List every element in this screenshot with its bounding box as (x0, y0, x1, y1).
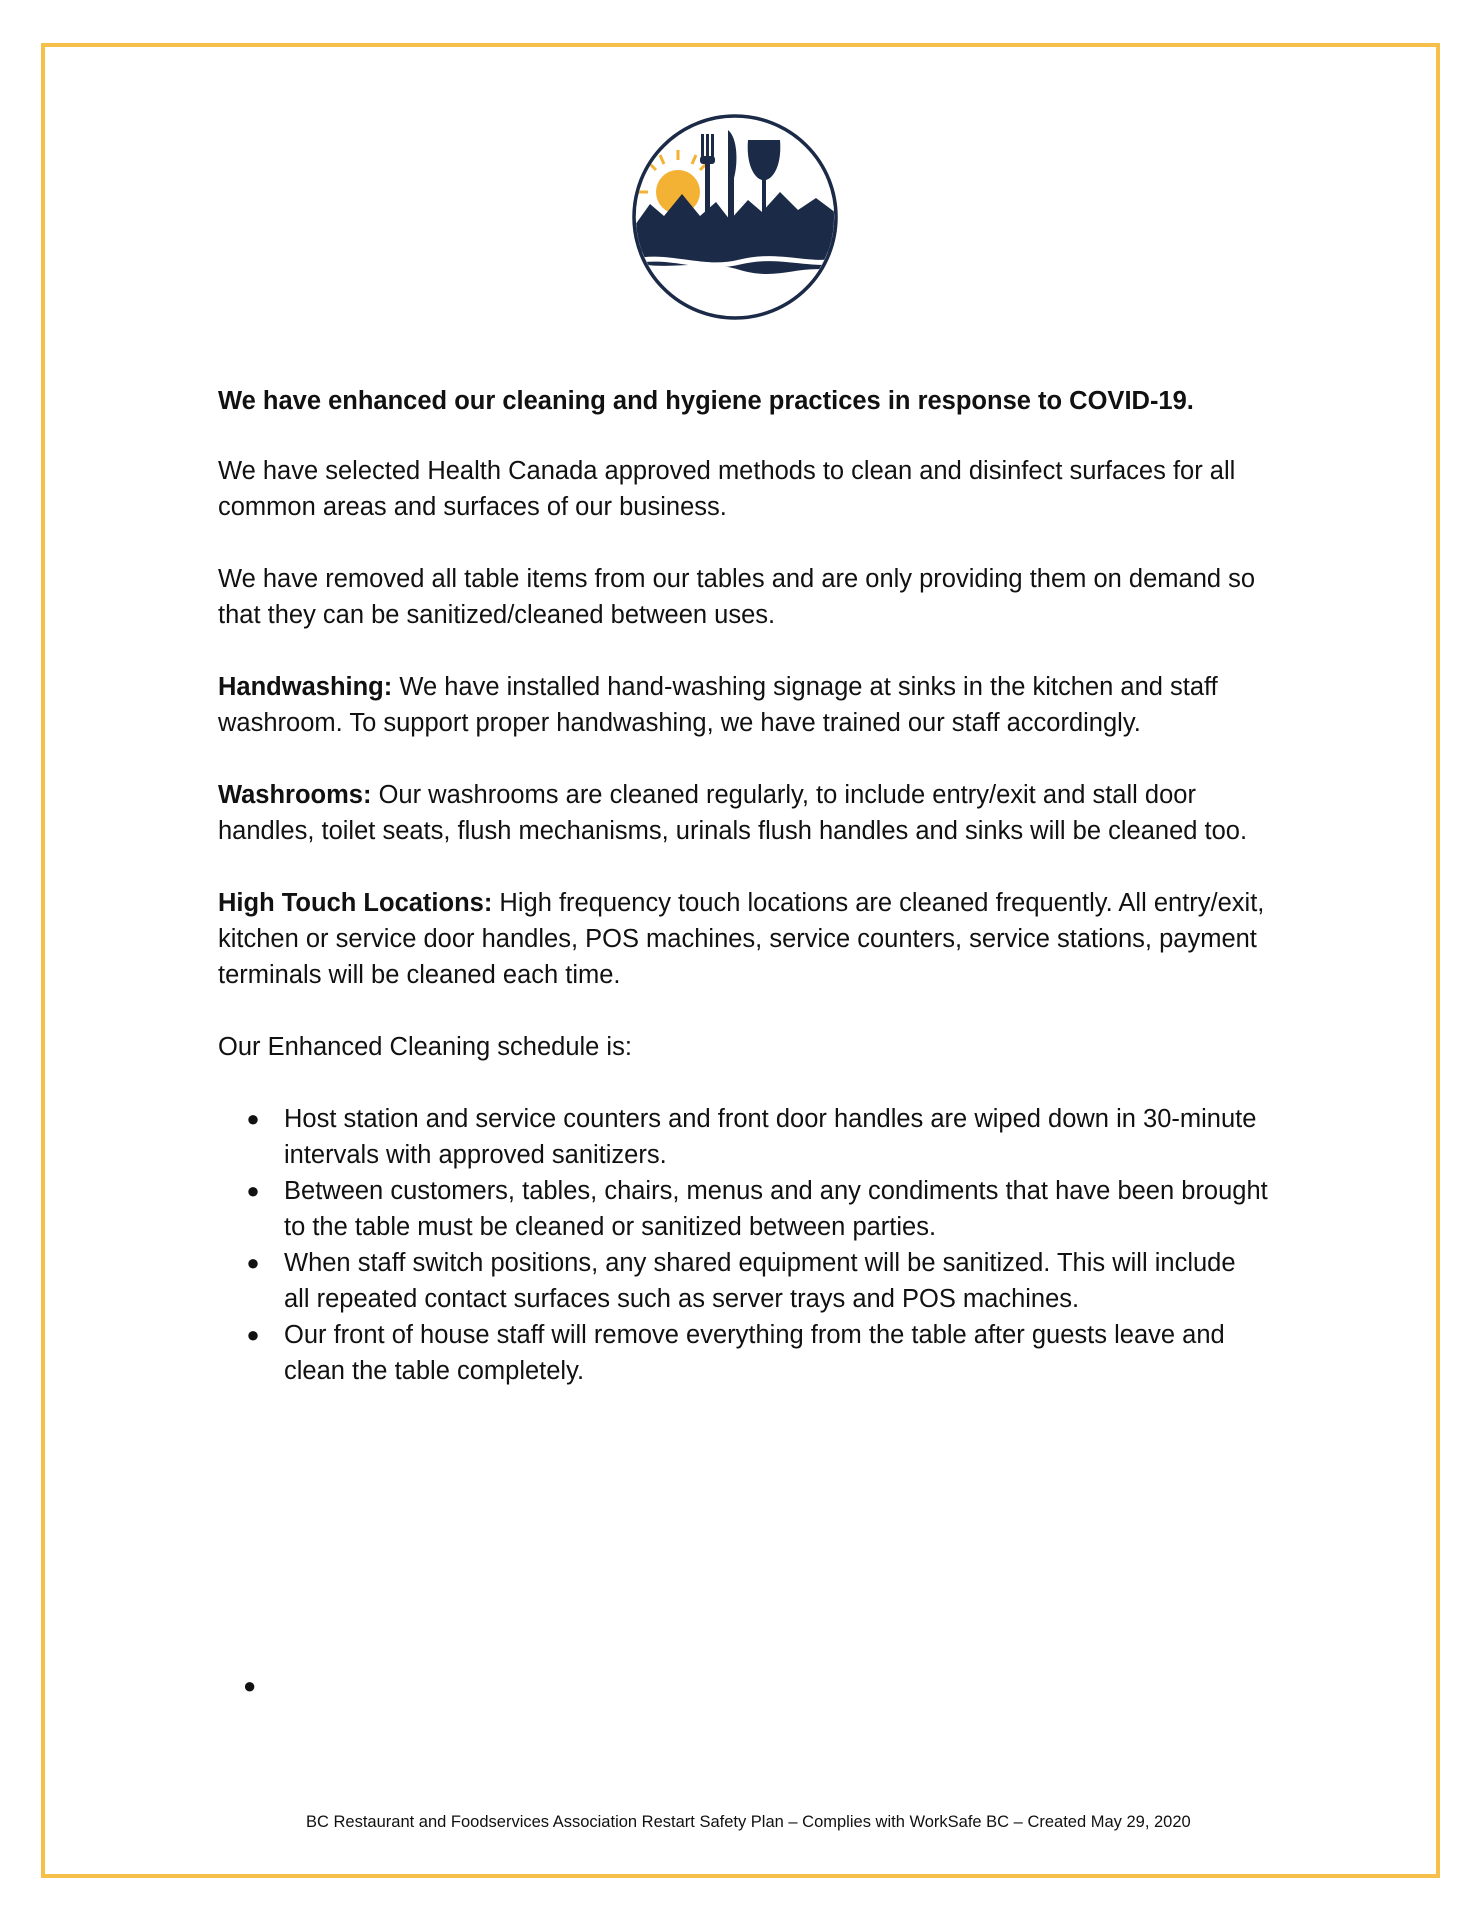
list-item-text: Our front of house staff will remove everything from the table after guests leave and clean the table completely. (284, 1321, 1225, 1385)
bullet-icon: ● (246, 1322, 260, 1347)
section-label: High Touch Locations: (218, 889, 493, 917)
list-item-text: When staff switch positions, any shared equipment will be sanitized. This will include all repeated contact surfaces such as server trays and POS machines. (284, 1249, 1236, 1313)
paragraph-table-items: We have removed all table items from our tables and are only providing them on demand so that they can be sanitized/cleaned between uses. (218, 565, 1256, 629)
section-label: Washrooms: (218, 781, 372, 809)
page-footer: BC Restaurant and Foodservices Association Restart Safety Plan – Complies with WorkSafe BC – Created May 29, 2020 (306, 1813, 1191, 1831)
list-item-text: Host station and service counters and front door handles are wiped down in 30-minute intervals with approved sanitizers. (284, 1105, 1257, 1169)
list-item (218, 1317, 1268, 1389)
list-item (218, 1173, 1268, 1245)
schedule-list (218, 1101, 1268, 1389)
section-text: Our washrooms are cleaned regularly, to include entry/exit and stall door handles, toilet seats, flush mechanisms, urinals flush handles and sinks will be cleaned too. (218, 781, 1248, 845)
bullet-icon: ● (246, 1106, 260, 1131)
section-text: High frequency touch locations are cleaned frequently. All entry/exit, kitchen or service door handles, POS machines, service counters, service stations, payment terminals will be cleaned each time. (218, 889, 1265, 989)
section-washrooms (218, 777, 1268, 849)
empty-bullet-icon: ● (243, 1673, 257, 1698)
list-item (218, 1245, 1268, 1317)
page-heading: We have enhanced our cleaning and hygiene practices in response to COVID-19. (218, 387, 1194, 415)
section-high-touch (218, 885, 1268, 993)
section-label: Handwashing: (218, 673, 393, 701)
section-text: We have installed hand-washing signage at sinks in the kitchen and staff washroom. To support proper handwashing, we have trained our staff accordingly. (218, 673, 1218, 737)
bullet-icon: ● (246, 1250, 260, 1275)
restaurant-mountain-logo-icon (630, 112, 840, 322)
main-content (218, 383, 1268, 1389)
section-handwashing (218, 669, 1268, 741)
list-item-text: Between customers, tables, chairs, menus and any condiments that have been brought to the table must be cleaned or sanitized between parties. (284, 1177, 1268, 1241)
schedule-intro: Our Enhanced Cleaning schedule is: (218, 1033, 632, 1061)
bullet-icon: ● (246, 1178, 260, 1203)
paragraph-methods: We have selected Health Canada approved methods to clean and disinfect surfaces for all common areas and surfaces of our business. (218, 457, 1236, 521)
list-item (218, 1101, 1268, 1173)
